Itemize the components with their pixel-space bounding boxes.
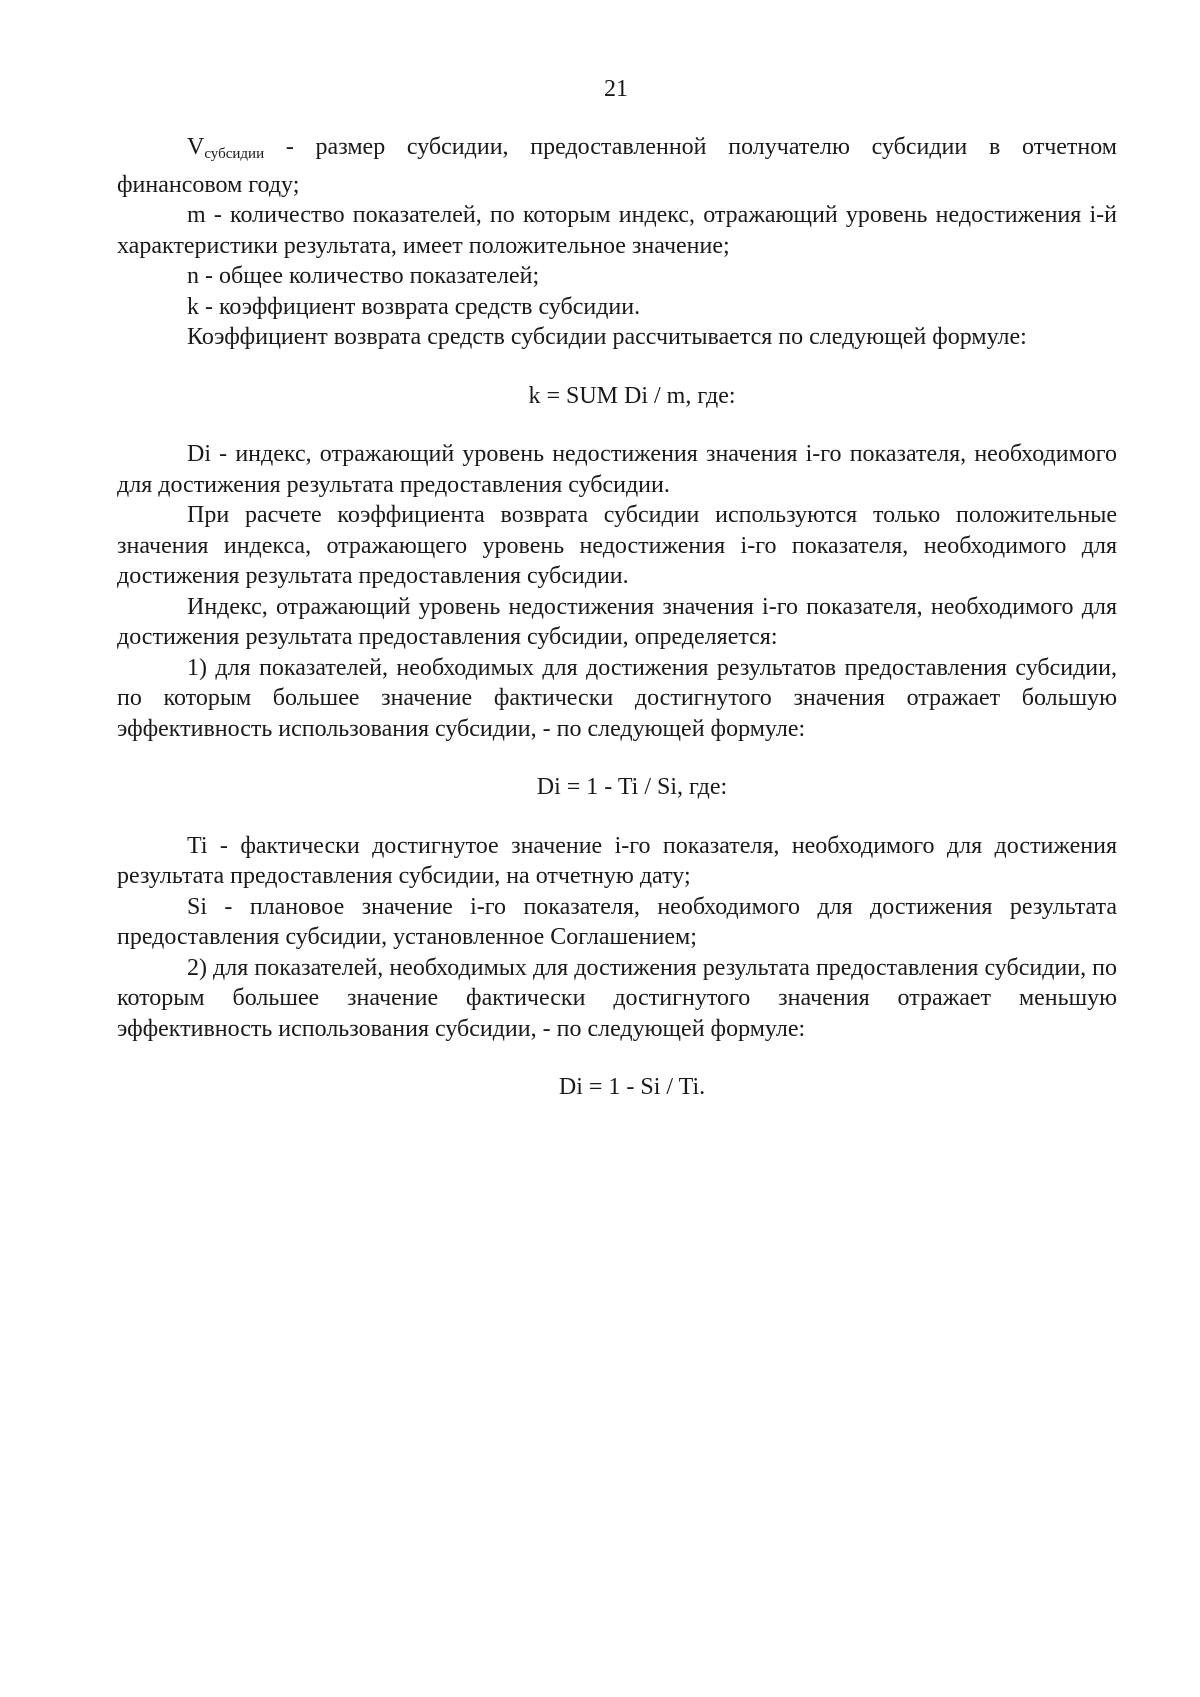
paragraph-v-subsidy: [117, 132, 1117, 200]
v-subscript: субсидии: [204, 146, 265, 162]
paragraph-case-1: 1) для показателей, необходимых для достижения результатов предоставления субсидии, по которым большее значение фактически достигнутого значения отражает большую эффективность использования субсидии, - по следующей формуле:: [117, 654, 1117, 742]
paragraph-si-definition: Si - плановое значение i-го показателя, необходимого для достижения результата предоставления субсидии, установленное Соглашением;: [117, 893, 1117, 950]
document-body: [117, 132, 1117, 1103]
v-symbol: V: [187, 134, 205, 160]
paragraph-n-definition: n - общее количество показателей;: [187, 263, 540, 289]
formula-di-case-2: Di = 1 - Si / Ti.: [558, 1074, 706, 1100]
paragraph-positive-values: При расчете коэффициента возврата субсидии используются только положительные значения индекса, отражающего уровень недостижения i-го показателя, необходимого для достижения результата предоставления субсидии.: [117, 502, 1117, 589]
page-number: 21: [604, 76, 628, 102]
paragraph-k-formula-intro: Коэффициент возврата средств субсидии рассчитывается по следующей формуле:: [187, 324, 1027, 350]
paragraph-index-determination: Индекс, отражающий уровень недостижения значения i-го показателя, необходимого для достижения результата предоставления субсидии, определяется:: [117, 593, 1117, 650]
formula-di-case-1: Di = 1 - Ti / Si, где:: [536, 774, 728, 800]
formula-k: k = SUM Di / m, где:: [528, 382, 736, 409]
paragraph-ti-definition: Ti - фактически достигнутое значение i-го показателя, необходимого для достижения результата предоставления субсидии, на отчетную дату;: [117, 832, 1117, 889]
paragraph-k-definition: k - коэффициент возврата средств субсидии.: [187, 293, 641, 320]
paragraph-case-2: 2) для показателей, необходимых для достижения результата предоставления субсидии, по которым большее значение фактически достигнутого значения отражает меньшую эффективность использования субсидии, - по следующей формуле:: [117, 954, 1117, 1042]
v-definition: - размер субсидии, предоставленной получателю субсидии в отчетном финансовом году;: [117, 134, 1117, 198]
paragraph-m-definition: m - количество показателей, по которым индекс, отражающий уровень недостижения i-й характеристики результата, имеет положительное значение;: [117, 202, 1117, 259]
paragraph-di-definition: Di - индекс, отражающий уровень недостижения значения i-го показателя, необходимого для достижения результата предоставления субсидии.: [117, 441, 1117, 498]
